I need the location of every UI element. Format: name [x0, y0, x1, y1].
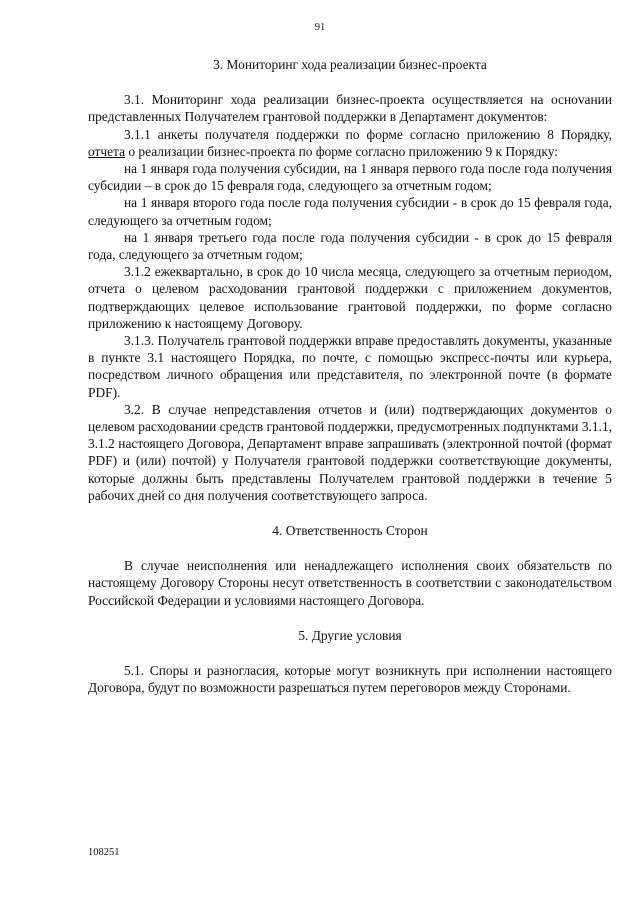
underlined-word-otcheta: отчета — [88, 143, 126, 159]
paragraph-3-2: 3.2. В случае непредставления отчетов и (или) подтверждающих документов о целевом расходовании средств грантовой поддержки, предусмотренных подпунктами 3.1.1, 3.1.2 настоящего Договора, Департамент вправе запрашивать (электронной почтой (формат PDF) и (или) почтой) у Получателя грантовой поддержки соответствующие документы, которые должны быть представлены Получателем грантовой поддержки в течение 5 рабочих дней со дня получения соответствующего запроса. — [88, 401, 612, 503]
paragraph-5-1: 5.1. Споры и разногласия, которые могут возникнуть при исполнении настоящего Договора, будут по возможности разрешаться путем переговоров между Сторонами. — [88, 663, 612, 696]
page-number: 91 — [314, 22, 326, 33]
paragraph-deadline-3: на 1 января третьего года после года получения субсидии - в срок до 15 февраля года, следующего за отчетным годом; — [88, 229, 612, 263]
section-5-title: 5. Другие условия — [298, 627, 402, 643]
paragraph-deadline-2: на 1 января второго года после года получения субсидии - в срок до 15 февраля года, следующего за отчетным годом; — [88, 195, 612, 228]
section-3-title: 3. Мониторинг хода реализации бизнес-проекта — [213, 57, 487, 72]
footer-document-code: 108251 — [88, 847, 120, 858]
paragraph-3-1-1 — [88, 126, 612, 160]
paragraph-deadline-1: на 1 января года получения субсидии, на 1 января первого года после года получения субсидии – в срок до 15 февраля года, следующего за отчетным годом; — [88, 161, 612, 194]
paragraph-3-1: 3.1. Мониторинг хода реализации бизнес-проекта осуществляется на осноvании представленных Получателем грантовой поддержки в Департамент документов: — [88, 92, 612, 125]
section-4-title: 4. Ответственность Сторон — [272, 523, 428, 539]
paragraph-3-1-1-text-b: о реализации бизнес-проекта по форме согласно приложению 9 к Порядку: — [125, 143, 558, 159]
paragraph-4: В случае неисполнения или ненадлежащего исполнения своих обязательств по настоящему Договору Стороны несут ответственность в соответствии с законодательством Российской Федерации и условиями настоящего Договора. — [88, 558, 612, 608]
paragraph-3-1-1-text-a: 3.1.1 анкеты получателя поддержки по форме согласно приложению 8 Порядку, — [124, 126, 612, 142]
document-body — [88, 56, 612, 697]
paragraph-3-1-2: 3.1.2 ежеквартально, в срок до 10 числа месяца, следующего за отчетным периодом, отчета о целевом расходовании грантовой поддержки с приложением документов, подтверждающих целевое использование грантовой поддержки, по форме согласно приложению к настоящему Договору. — [88, 264, 612, 331]
paragraph-3-1-3: 3.1.3. Получатель грантовой поддержки вправе предоставлять документы, указанные в пункте 3.1 настоящего Порядка, по почте, с помощью экспресс-почты или курьера, посредством личного обращения или представителя, по электронной почте (в формате PDF). — [88, 333, 612, 400]
